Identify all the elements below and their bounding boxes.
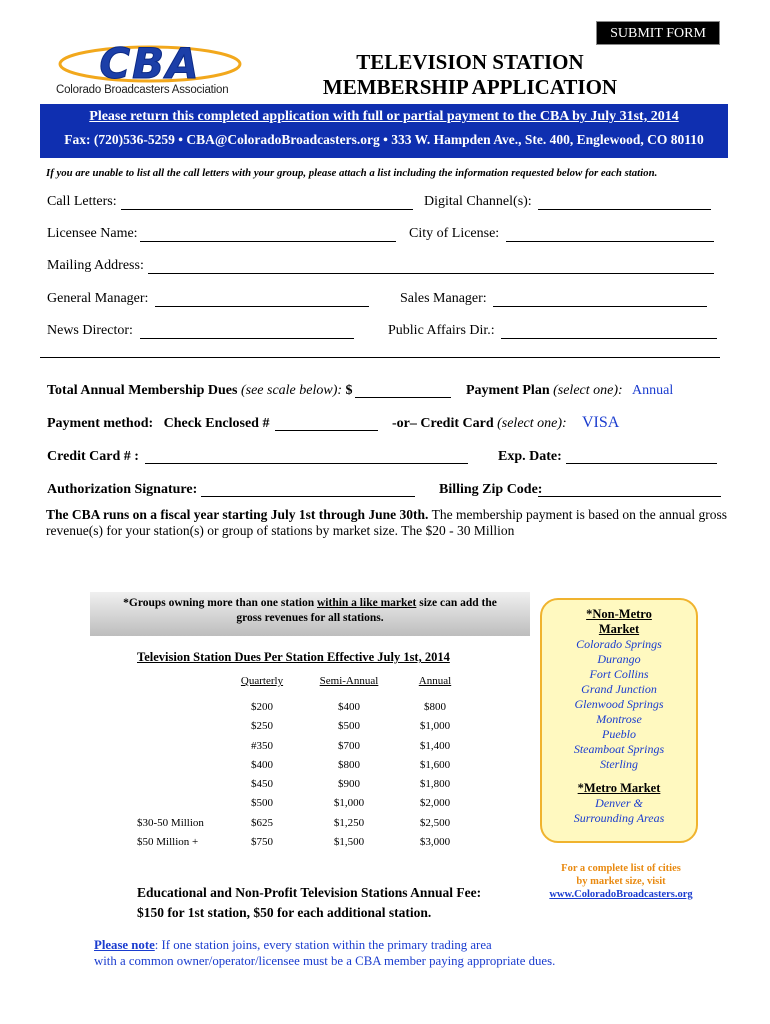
- city-item: Durango: [597, 652, 641, 666]
- educational-fee: [137, 883, 481, 923]
- svg-text:CBA: CBA: [99, 39, 201, 86]
- col-header-quarterly: Quarterly: [240, 675, 284, 687]
- sales-manager-label: Sales Manager:: [400, 291, 487, 306]
- cities-note-line-2: by market size, visit: [576, 876, 666, 887]
- authorization-signature-label: Authorization Signature:: [47, 482, 198, 497]
- digital-channel-label: Digital Channel(s):: [424, 194, 532, 209]
- public-affairs-field[interactable]: [501, 338, 717, 339]
- cities-note: [536, 862, 706, 901]
- banner-deadline: Please return this completed application with full or partial payment to the CBA by July 31st, 2014: [89, 109, 679, 124]
- city-item: Surrounding Areas: [573, 811, 665, 825]
- city-item: Fort Collins: [589, 667, 649, 681]
- table-cell: $200: [251, 701, 273, 713]
- table-cell: $3,000: [419, 836, 451, 848]
- exp-date-label: Exp. Date:: [498, 449, 562, 464]
- title-line-1: TELEVISION STATION: [356, 50, 584, 74]
- nonmetro-heading-2: Market: [598, 622, 640, 636]
- logo-org-name: Colorado Broadcasters Association: [56, 84, 229, 96]
- city-of-license-field[interactable]: [506, 241, 714, 242]
- table-cell: $500: [251, 797, 273, 809]
- mailing-address-label: Mailing Address:: [47, 258, 144, 273]
- table-cell: $500: [338, 720, 360, 732]
- contact-banner: [40, 104, 728, 158]
- educational-fee-line-1: Educational and Non-Profit Television Stations Annual Fee:: [137, 885, 482, 900]
- city-item: Colorado Springs: [576, 637, 662, 651]
- city-item: Montrose: [596, 712, 642, 726]
- table-cell: $1,500: [333, 836, 365, 848]
- billing-zip-label: Billing Zip Code:: [439, 482, 543, 497]
- check-number-field[interactable]: [275, 430, 378, 431]
- instructions-note: If you are unable to list all the call letters with your group, please attach a list including the information requested below for each station.: [46, 167, 658, 179]
- metro-heading: *Metro Market: [577, 781, 661, 795]
- payment-method-row: [47, 416, 269, 432]
- table-cell: $800: [338, 759, 360, 771]
- table-cell: $250: [251, 720, 273, 732]
- check-enclosed-label: Check Enclosed #: [163, 416, 270, 431]
- licensee-name-field[interactable]: [140, 241, 396, 242]
- credit-card-select[interactable]: VISA: [582, 414, 620, 431]
- table-cell: $1,000: [333, 797, 365, 809]
- news-director-field[interactable]: [140, 338, 354, 339]
- city-item: Steamboat Springs: [573, 742, 665, 756]
- billing-zip-field[interactable]: [538, 496, 721, 497]
- credit-card-number-field[interactable]: [145, 463, 468, 464]
- general-manager-field[interactable]: [155, 306, 369, 307]
- website-link[interactable]: www.ColoradoBroadcasters.org: [549, 889, 693, 900]
- dues-currency: $: [345, 383, 353, 398]
- groups-note-a: *Groups owning more than one station: [123, 597, 315, 609]
- table-cell: $750: [251, 836, 273, 848]
- call-letters-field[interactable]: [121, 209, 413, 210]
- licensee-name-label: Licensee Name:: [47, 226, 138, 241]
- payment-plan-row: [466, 383, 623, 399]
- table-cell: $400: [338, 701, 360, 713]
- section-divider: [40, 357, 720, 358]
- city-item: Denver &: [595, 796, 643, 810]
- credit-card-number-label: Credit Card # :: [47, 449, 139, 464]
- groups-note-b: size can add the: [419, 597, 497, 609]
- news-director-label: News Director:: [47, 323, 133, 338]
- dues-amount-field[interactable]: [355, 397, 451, 398]
- fiscal-year-text-2: revenue(s) for your station(s) or group of stations by market size. The $20 - 30 Million: [46, 523, 515, 538]
- fiscal-year-text-1: The membership payment is based on the annual gross: [431, 507, 728, 522]
- cba-logo-graphic: [50, 38, 250, 86]
- credit-card-hint: (select one):: [497, 416, 567, 431]
- payment-plan-hint: (select one):: [553, 383, 623, 398]
- please-note-label: Please note: [94, 938, 155, 952]
- table-row-label: $30-50 Million: [137, 817, 204, 829]
- table-cell: $1,800: [419, 778, 451, 790]
- groups-note-underlined: within a like market: [316, 597, 417, 609]
- submit-form-button[interactable]: SUBMIT FORM: [596, 21, 720, 45]
- market-sidebox: [540, 598, 698, 843]
- nonmetro-heading-1: *Non-Metro: [586, 607, 652, 621]
- table-cell: #350: [251, 740, 273, 752]
- digital-channel-field[interactable]: [538, 209, 711, 210]
- general-manager-label: General Manager:: [47, 291, 149, 306]
- groups-note-line-2: gross revenues for all stations.: [236, 612, 384, 624]
- sales-manager-field[interactable]: [493, 306, 707, 307]
- authorization-signature-field[interactable]: [201, 496, 415, 497]
- table-cell: $1,600: [419, 759, 451, 771]
- educational-fee-line-2: $150 for 1st station, $50 for each additional station.: [137, 905, 432, 920]
- col-header-annual: Annual: [418, 675, 452, 687]
- payment-method-label: Payment method:: [47, 416, 154, 431]
- dues-hint: (see scale below):: [240, 383, 343, 398]
- dues-row: [47, 383, 353, 399]
- title-line-2: MEMBERSHIP APPLICATION: [322, 75, 618, 99]
- table-cell: $450: [251, 778, 273, 790]
- or-credit-card-label: -or– Credit Card: [392, 416, 494, 431]
- credit-card-choice-row: [392, 416, 567, 432]
- payment-plan-select[interactable]: Annual: [632, 383, 674, 398]
- table-cell: $2,500: [419, 817, 451, 829]
- cities-note-line-1: For a complete list of cities: [561, 863, 681, 874]
- fiscal-year-paragraph: [46, 507, 746, 539]
- table-row-label: $50 Million +: [137, 836, 199, 848]
- city-of-license-label: City of License:: [409, 226, 500, 241]
- table-cell: $700: [338, 740, 360, 752]
- please-note: [94, 937, 555, 969]
- city-item: Glenwood Springs: [574, 697, 664, 711]
- fiscal-year-bold: The CBA runs on a fiscal year starting July 1st through June 30th.: [46, 507, 429, 522]
- dues-label: Total Annual Membership Dues: [47, 383, 238, 398]
- dues-table-title: Television Station Dues Per Station Effective July 1st, 2014: [137, 650, 450, 664]
- table-cell: $400: [251, 759, 273, 771]
- city-item: Sterling: [600, 757, 638, 771]
- mailing-address-field[interactable]: [148, 273, 714, 274]
- city-item: Grand Junction: [581, 682, 657, 696]
- page-title: [300, 50, 640, 100]
- payment-plan-label: Payment Plan: [466, 383, 550, 398]
- col-header-semi-annual: Semi-Annual: [319, 675, 379, 687]
- table-cell: $1,400: [419, 740, 451, 752]
- city-item: Pueblo: [602, 727, 636, 741]
- table-cell: $1,250: [333, 817, 365, 829]
- table-cell: $2,000: [419, 797, 451, 809]
- public-affairs-label: Public Affairs Dir.:: [388, 323, 495, 338]
- exp-date-field[interactable]: [566, 463, 717, 464]
- banner-contact: Fax: (720)536-5259 • CBA@ColoradoBroadcasters.org • 333 W. Hampden Ave., Ste. 400, Englewood, CO 80110: [64, 132, 704, 147]
- call-letters-label: Call Letters:: [47, 194, 117, 209]
- please-note-line-2: with a common owner/operator/licensee must be a CBA member paying appropriate dues.: [94, 954, 556, 968]
- table-cell: $900: [338, 778, 360, 790]
- table-cell: $800: [424, 701, 446, 713]
- please-note-line-1: : If one station joins, every station within the primary trading area: [154, 938, 492, 952]
- groups-note-box: [90, 592, 530, 636]
- table-cell: $1,000: [419, 720, 451, 732]
- table-cell: $625: [251, 817, 273, 829]
